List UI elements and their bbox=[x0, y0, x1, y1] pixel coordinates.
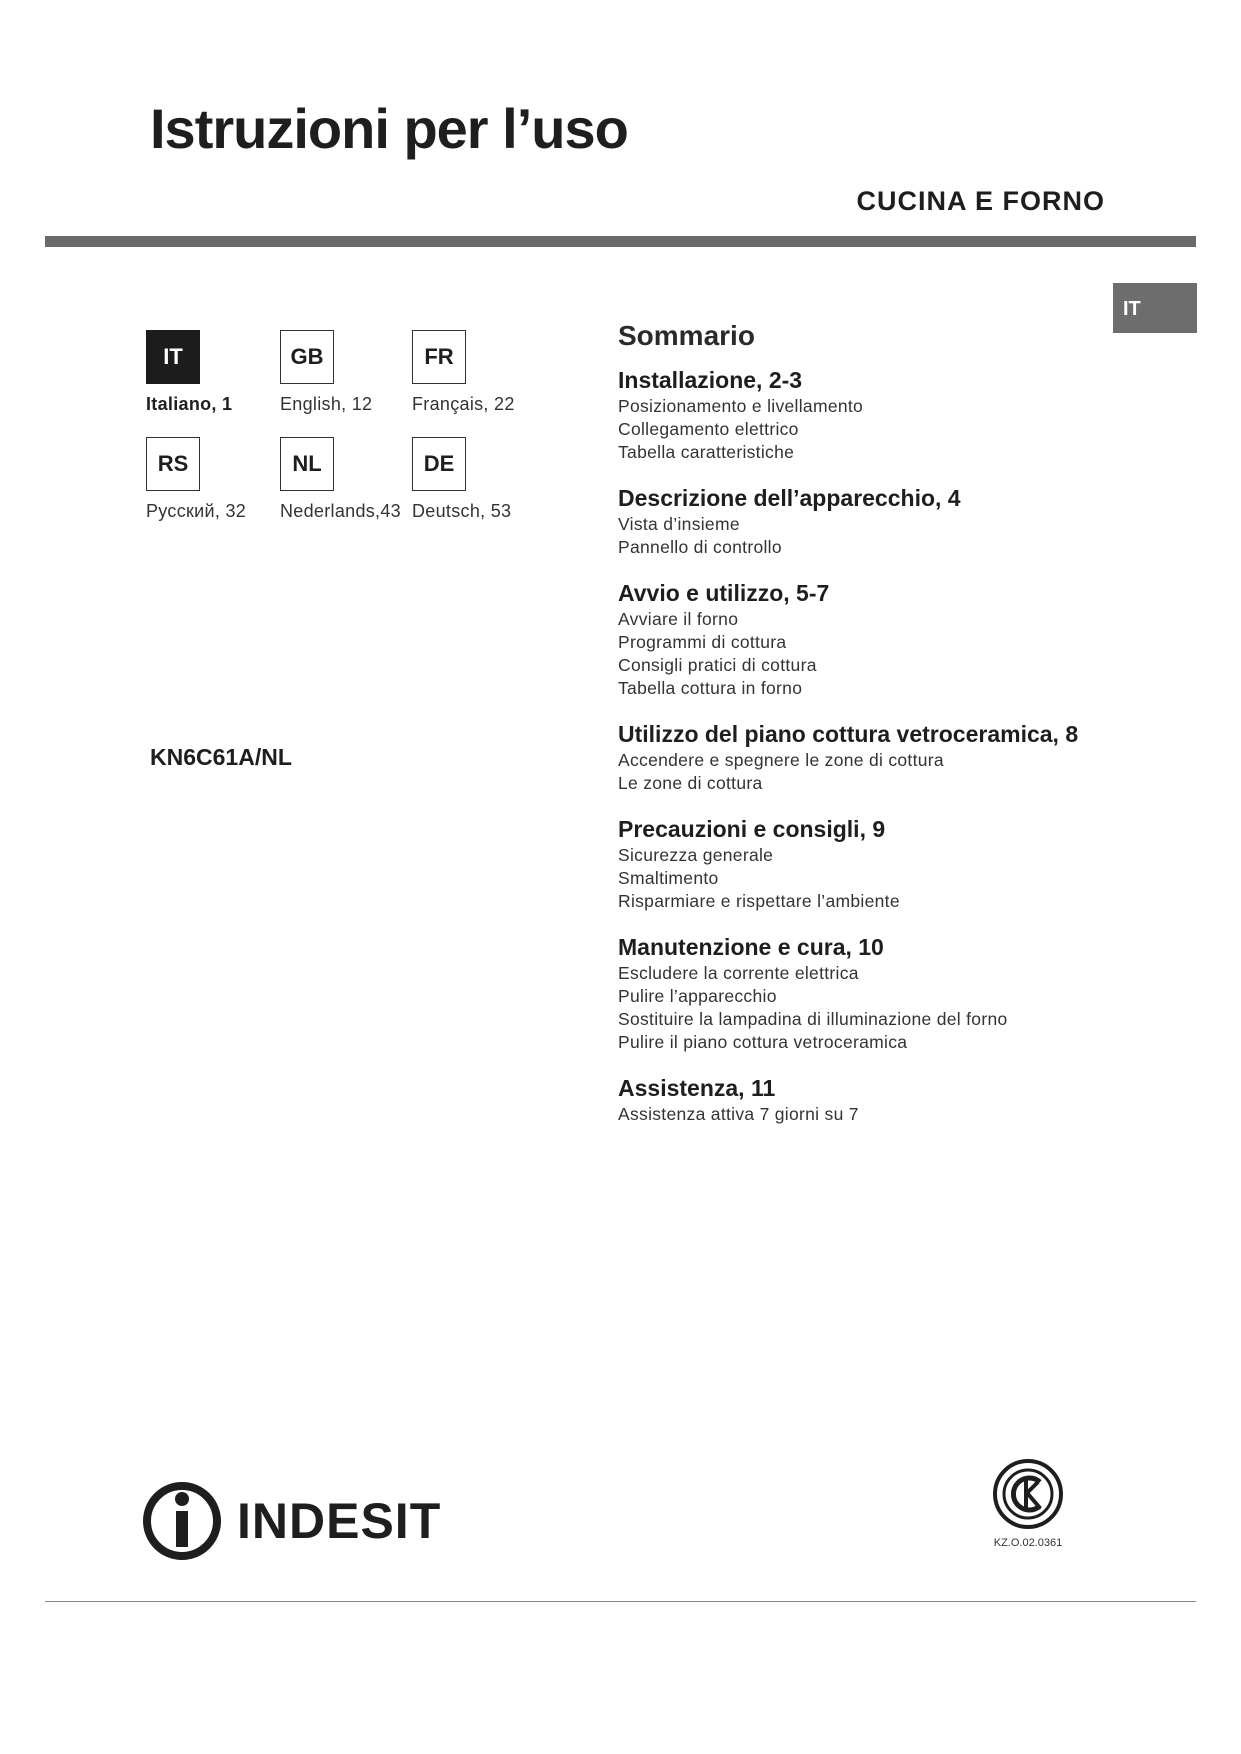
language-side-tab: IT bbox=[1113, 283, 1197, 333]
language-code-box: NL bbox=[280, 437, 334, 491]
toc-section bbox=[618, 935, 1088, 1054]
language-rs[interactable] bbox=[146, 437, 280, 522]
language-label: Italiano, 1 bbox=[146, 394, 233, 414]
toc-section-title: Manutenzione e cura, 10 bbox=[618, 934, 884, 960]
toc-item: Sicurezza generale bbox=[618, 845, 774, 865]
toc-item: Avviare il forno bbox=[618, 609, 739, 629]
toc-item: Risparmiare e rispettare l’ambiente bbox=[618, 891, 900, 911]
certification-mark bbox=[990, 1458, 1066, 1549]
language-it[interactable] bbox=[146, 330, 280, 415]
language-code-box: FR bbox=[412, 330, 466, 384]
toc-item: Accendere e spegnere le zone di cottura bbox=[618, 750, 944, 770]
product-category: CUCINA E FORNO bbox=[856, 186, 1105, 216]
toc-section-title: Utilizzo del piano cottura vetroceramica, 8 bbox=[618, 721, 1079, 747]
language-label: English, 12 bbox=[280, 394, 373, 414]
brand-name: INDESIT bbox=[237, 1493, 442, 1549]
toc-section-title: Descrizione dell’apparecchio, 4 bbox=[618, 485, 961, 511]
model-number: KN6C61A/NL bbox=[150, 744, 292, 770]
toc-section-title: Assistenza, 11 bbox=[618, 1075, 776, 1101]
toc-section-title: Precauzioni e consigli, 9 bbox=[618, 816, 886, 842]
language-code-box: RS bbox=[146, 437, 200, 491]
toc-item: Collegamento elettrico bbox=[618, 419, 799, 439]
language-code-box: DE bbox=[412, 437, 466, 491]
toc-item: Assistenza attiva 7 giorni su 7 bbox=[618, 1104, 859, 1124]
page-title: Istruzioni per l’uso bbox=[150, 97, 628, 160]
toc-item: Tabella cottura in forno bbox=[618, 678, 803, 698]
language-de[interactable] bbox=[412, 437, 546, 522]
toc-section bbox=[618, 722, 1088, 795]
toc-section bbox=[618, 368, 1088, 464]
language-label: Nederlands,43 bbox=[280, 501, 401, 521]
header-divider bbox=[45, 236, 1196, 247]
language-label: Français, 22 bbox=[412, 394, 515, 414]
toc-section bbox=[618, 486, 1088, 559]
toc-item: Consigli pratici di cottura bbox=[618, 655, 817, 675]
language-label: Deutsch, 53 bbox=[412, 501, 512, 521]
language-fr[interactable] bbox=[412, 330, 546, 415]
toc-section bbox=[618, 581, 1088, 700]
toc-section bbox=[618, 1076, 1088, 1126]
toc-item: Programmi di cottura bbox=[618, 632, 787, 652]
toc-section-title: Installazione, 2-3 bbox=[618, 367, 803, 393]
brand-logo bbox=[141, 1480, 441, 1562]
toc-item: Sostituire la lampadina di illuminazione del forno bbox=[618, 1009, 1008, 1029]
indesit-logo-icon bbox=[141, 1480, 223, 1562]
toc-section bbox=[618, 817, 1088, 913]
toc-heading: Sommario bbox=[618, 320, 755, 351]
language-code-box: IT bbox=[146, 330, 200, 384]
certification-code: KZ.O.02.0361 bbox=[993, 1537, 1063, 1549]
toc-item: Escludere la corrente elettrica bbox=[618, 963, 859, 983]
toc-item: Pulire l’apparecchio bbox=[618, 986, 777, 1006]
toc-sections bbox=[618, 368, 1088, 1126]
kz-certification-icon bbox=[992, 1458, 1064, 1530]
toc-item: Tabella caratteristiche bbox=[618, 442, 795, 462]
language-index bbox=[146, 330, 566, 522]
toc-item: Vista d’insieme bbox=[618, 514, 740, 534]
language-label: Русский, 32 bbox=[146, 501, 247, 521]
toc-item: Pulire il piano cottura vetroceramica bbox=[618, 1032, 908, 1052]
table-of-contents bbox=[618, 320, 1088, 1148]
language-gb[interactable] bbox=[280, 330, 412, 415]
footer-divider bbox=[45, 1601, 1196, 1602]
toc-item: Posizionamento e livellamento bbox=[618, 396, 864, 416]
toc-item: Le zone di cottura bbox=[618, 773, 763, 793]
toc-section-title: Avvio e utilizzo, 5-7 bbox=[618, 580, 830, 606]
toc-item: Pannello di controllo bbox=[618, 537, 782, 557]
language-code-box: GB bbox=[280, 330, 334, 384]
language-nl[interactable] bbox=[280, 437, 412, 522]
toc-item: Smaltimento bbox=[618, 868, 719, 888]
